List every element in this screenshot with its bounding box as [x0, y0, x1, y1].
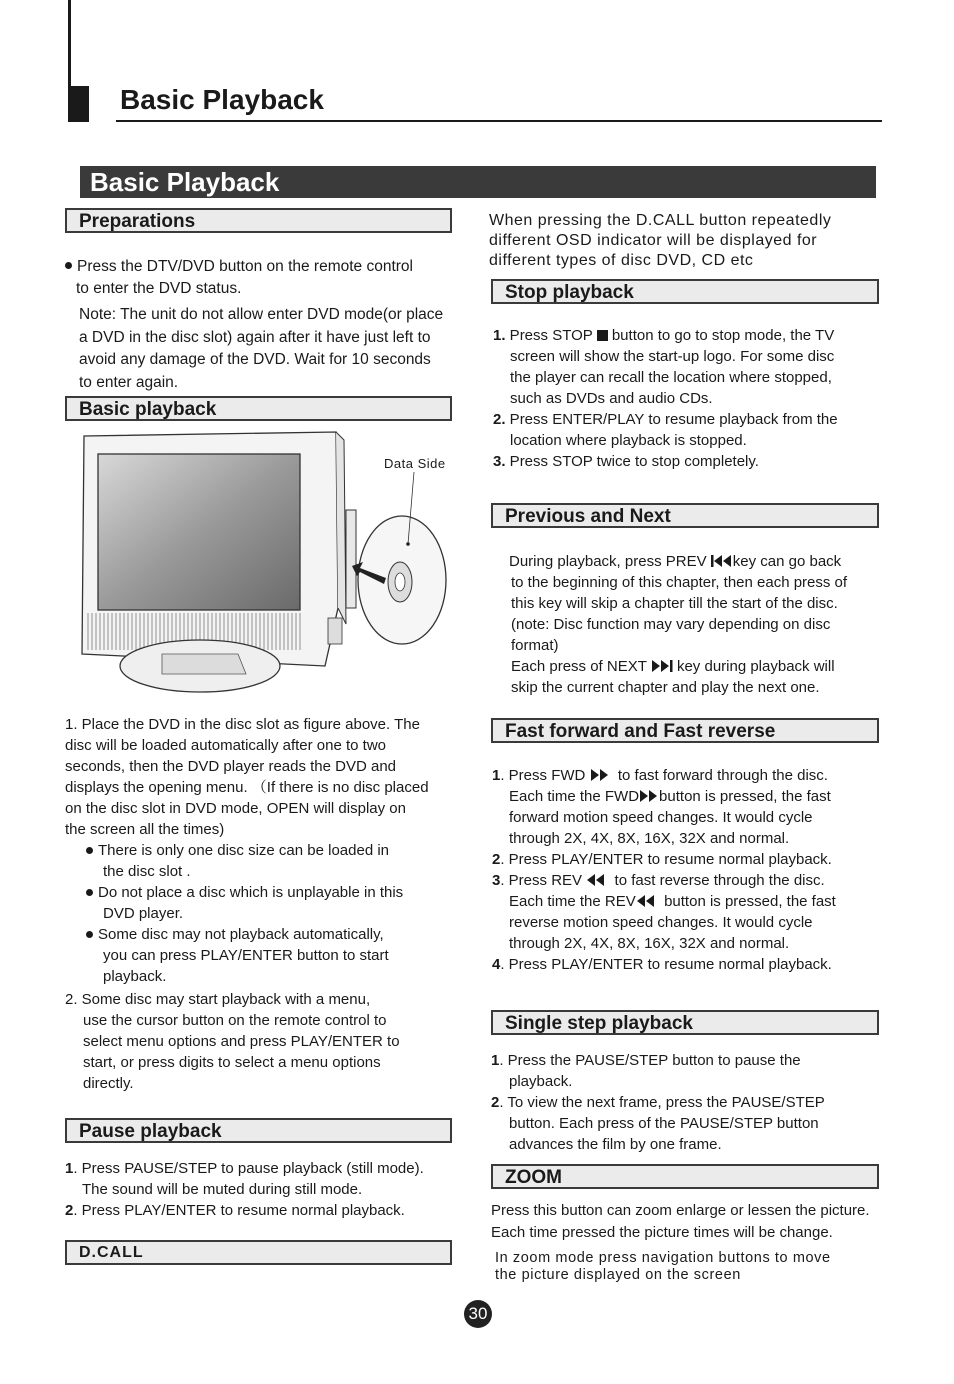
- dcall-text: When pressing the D.CALL button repeatedly different OSD indicator will be displayed for different types of disc DVD, CD etc: [489, 212, 832, 269]
- single-step-heading: Single step playback: [491, 1010, 879, 1035]
- fwd-icon-inline: [639, 790, 659, 802]
- zoom-note: In zoom mode press navigation buttons to move the picture displayed on the screen: [495, 1250, 831, 1283]
- previous-next-heading: Previous and Next: [491, 503, 879, 528]
- header-rule: [116, 120, 882, 122]
- prev-icon: [711, 555, 733, 567]
- previous-next-text: During playback, press PREV key can go back to the beginning of this chapter, then each press of this key will skip a chapter till the start of the disc. (note: Disc function may vary depending on disc format) Each press of NEXT key during playback will skip the current chapter and play the next one.: [509, 553, 848, 696]
- banner-title: Basic Playback: [90, 167, 280, 197]
- page-header-title: Basic Playback: [120, 84, 324, 115]
- data-side-label: Data Side: [384, 456, 446, 471]
- dcall-heading: D.CALL: [65, 1240, 452, 1265]
- single-step-text: 1. Press the PAUSE/STEP button to pause the playback. 2. To view the next frame, press the PAUSE/STEP button. Each press of the PAUSE/STEP button advances the film by one frame.: [491, 1052, 825, 1153]
- pause-playback-text: 1. Press PAUSE/STEP to pause playback (still mode). The sound will be muted during still mode. 2. Press PLAY/ENTER to resume normal playback.: [65, 1160, 424, 1219]
- pause-playback-heading: Pause playback: [65, 1118, 452, 1143]
- fwd-icon: [590, 769, 610, 781]
- preparations-text: Press the DTV/DVD button on the remote control to enter the DVD status.: [65, 256, 460, 300]
- basic-playback-step2: 2. Some disc may start playback with a menu, use the cursor button on the remote control to select menu options and press PLAY/ENTER to start, or press digits to select a menu options directly.: [65, 991, 400, 1092]
- basic-playback-heading: Basic playback: [65, 396, 452, 421]
- stop-playback-text: 1. Press STOP button to go to stop mode, the TV screen will show the start-up logo. For some disc the player can recall the location where stopped, such as DVDs and audio CDs. 2. Press ENTER/PLAY to resume playback from the location where playback is stopped. 3. Press STOP twice to stop completely.: [493, 327, 838, 470]
- rev-icon-inline: [636, 895, 656, 907]
- fast-forward-reverse-text: 1. Press FWD to fast forward through the disc. Each time the FWD button is pressed, the fast forward motion speed changes. It would cycle through 2X, 4X, 8X, 16X, 32X and normal. 2. Press PLAY/ENTER to resume normal playback. 3. Press REV to fast reverse through the disc. Each time the REV button is pressed, the fast reverse motion speed changes. It would cycle through 2X, 4X, 8X, 16X, 32X and normal. 4. Press PLAY/ENTER to resume normal playback.: [492, 767, 836, 973]
- fast-forward-reverse-heading: Fast forward and Fast reverse: [491, 718, 879, 743]
- header-bar: [68, 0, 71, 88]
- page-number: 30: [464, 1300, 492, 1328]
- section-banner: [80, 166, 876, 198]
- basic-playback-bullets: There is only one disc size can be loaded in the disc slot . Do not place a disc which is unplayable in this DVD player. Some disc may not playback automatically, you can press PLAY/ENTER button to start playback.: [86, 840, 466, 987]
- stop-playback-heading: Stop playback: [491, 279, 879, 304]
- rev-icon: [586, 874, 606, 886]
- basic-playback-step1: 1. Place the DVD in the disc slot as figure above. The disc will be loaded automatically after one to two seconds, then the DVD player reads the DVD and displays the opening menu. （If there is no disc placed on the disc slot in DVD mode, OPEN will display on the screen all the times): [65, 716, 429, 838]
- zoom-heading: ZOOM: [491, 1164, 879, 1189]
- stop-icon: [597, 330, 608, 341]
- zoom-text: Press this button can zoom enlarge or lessen the picture. Each time pressed the picture times will be change.: [491, 1202, 870, 1241]
- preparations-heading: Preparations: [65, 208, 452, 233]
- header-block: [68, 86, 89, 122]
- preparations-note: Note: The unit do not allow enter DVD mode(or place a DVD in the disc slot) again after it have just left to avoid any damage of the DVD. Wait for 10 seconds to enter again.: [79, 306, 444, 391]
- next-icon: [651, 660, 673, 672]
